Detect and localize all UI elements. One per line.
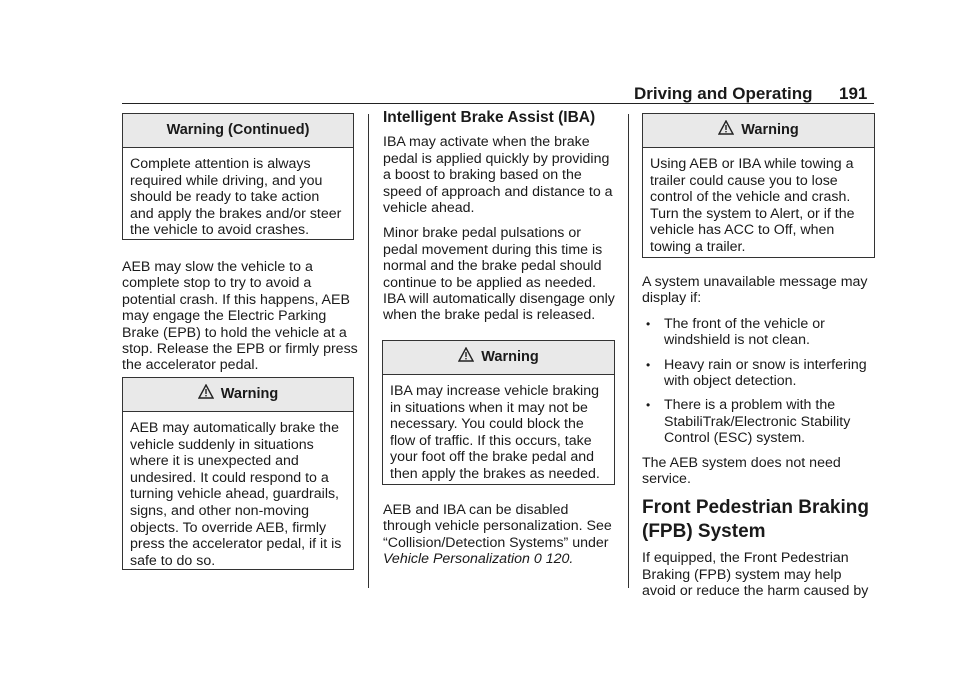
column-1-text xyxy=(122,259,358,383)
warning-header xyxy=(643,114,874,148)
warning-triangle-icon xyxy=(458,347,474,362)
list-item: • Heavy rain or snow is interfering with object detection. xyxy=(642,357,878,390)
warning-body: AEB may automatically brake the vehicle suddenly in situations where it is unexpected and undesired. It could respond to a turning vehicle ahead, guardrails, signs, and other non-moving objects. To override AEB, firmly press the accelerator pedal, if it is safe to do so. xyxy=(130,420,342,569)
warning-box-aeb xyxy=(122,377,354,570)
header-rule xyxy=(122,103,874,104)
iba-paragraph-2: Minor brake pedal pulsations or pedal movement during this time is normal and the brake pedal should continue to be applied as needed. IBA will automatically disengage only when the brake pedal is released. xyxy=(383,225,615,324)
warning-box-iba xyxy=(382,340,615,485)
service-paragraph: The AEB system does not need service. xyxy=(642,454,841,488)
section-title: Driving and Operating xyxy=(634,84,813,103)
column-3-text xyxy=(642,274,878,609)
page-reference[interactable]: 0 120. xyxy=(533,551,574,568)
warning-continued-body: Complete attention is always required while driving, and you should be ready to take action and apply the brakes and/or steer the vehicle to avoid crashes. xyxy=(130,156,342,239)
fpb-heading: Front Pedestrian Braking (FPB) System xyxy=(642,497,869,543)
column-2-text xyxy=(383,110,615,333)
list-item: • There is a problem with the StabiliTrak/Electronic Stability Control (ESC) system. xyxy=(642,397,878,446)
disable-text: AEB and IBA can be disabled through vehicle personalization. See “Collision/Detection Systems” under xyxy=(383,502,612,551)
page-number: 191 xyxy=(839,84,868,103)
page-header xyxy=(634,84,868,104)
warning-title: Warning xyxy=(741,122,799,138)
warning-header xyxy=(383,341,614,375)
column-divider-1 xyxy=(368,114,369,588)
iba-heading: Intelligent Brake Assist (IBA) xyxy=(383,109,596,126)
unavailable-intro: A system unavailable message may display if: xyxy=(642,274,868,307)
warning-continued-box xyxy=(122,113,354,240)
warning-header xyxy=(123,378,353,412)
list-item: • The front of the vehicle or windshield is not clean. xyxy=(642,316,878,349)
fpb-paragraph: If equipped, the Front Pedestrian Braking (FPB) system may help avoid or reduce the harm caused by xyxy=(642,550,869,600)
unavailable-list xyxy=(642,316,878,447)
warning-triangle-icon xyxy=(718,120,734,135)
column-2-bottom xyxy=(383,502,619,577)
warning-continued-title: Warning (Continued) xyxy=(123,114,353,148)
column-divider-2 xyxy=(628,114,629,588)
warning-body: Using AEB or IBA while towing a trailer could cause you to lose control of the vehicle and crash. Turn the system to Alert, or if the vehicle has ACC to Off, when towing a trailer. xyxy=(650,156,855,255)
iba-paragraph-1: IBA may activate when the brake pedal is applied quickly by providing a boost to braking based on the speed of approach and distance to a vehicle ahead. xyxy=(383,134,613,217)
vehicle-personalization-link[interactable]: Vehicle Personalization xyxy=(383,551,530,568)
warning-title: Warning xyxy=(220,386,279,402)
disable-paragraph xyxy=(383,502,619,568)
warning-title: Warning xyxy=(481,349,539,365)
warning-box-towing xyxy=(642,113,875,258)
warning-body: IBA may increase vehicle braking in situations when it may not be necessary. You could block the flow of traffic. If this occurs, take your foot off the brake pedal and then apply the brakes as needed. xyxy=(390,383,600,482)
warning-triangle-icon xyxy=(198,384,214,399)
aeb-stop-paragraph: AEB may slow the vehicle to a complete stop to try to avoid a potential crash. If this happens, AEB may engage the Electric Parking Brake (EPB) to hold the vehicle at a stop. Release the EPB or firmly press the accelerator pedal. xyxy=(122,259,358,374)
